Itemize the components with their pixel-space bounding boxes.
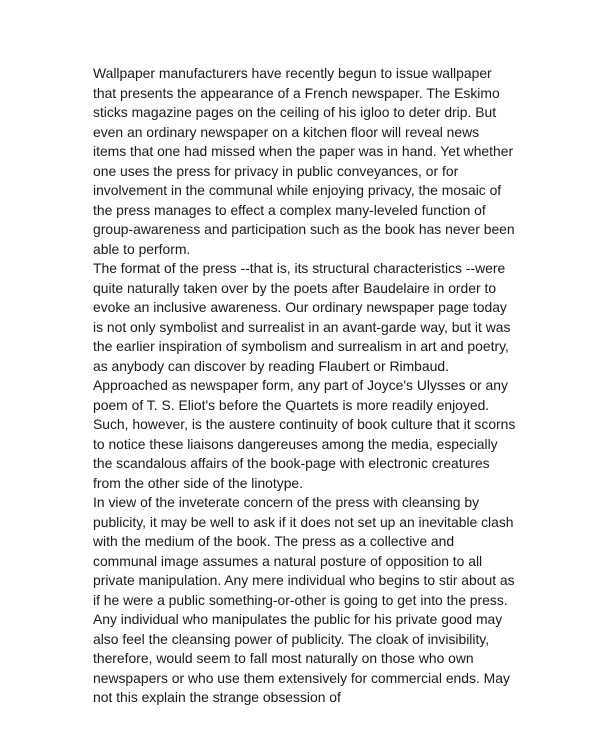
text-line: sticks magazine pages on the ceiling of his igloo to deter drip. But: [93, 104, 497, 120]
text-line: the press manages to effect a complex many-leveled function of: [93, 201, 486, 218]
text-line: the earlier inspiration of symbolism and surrealism in art and poetry,: [93, 338, 509, 354]
text-line: that presents the appearance of a French newspaper. The Eskimo: [93, 84, 500, 101]
text-line: Such, however, is the austere continuity of book culture that it scorns: [93, 416, 516, 432]
text-line: group-awareness and participation such as the book has never been: [93, 221, 515, 237]
text-line: In view of the inveterate concern of the press with cleansing by: [93, 494, 480, 510]
text-line: poem of T. S. Eliot's before the Quartets is more readily enjoyed.: [93, 396, 490, 413]
text-line: with the medium of the book. The press as a collective and: [93, 533, 455, 549]
text-line: is not only symbolist and surrealist in an avant-garde way, but it was: [93, 318, 511, 335]
paragraph-3: [93, 493, 523, 708]
text-line: items that one had missed when the paper was in hand. Yet whether: [93, 143, 514, 159]
text-line: involvement in the communal while enjoying privacy, the mosaic of: [93, 182, 502, 198]
paragraph-1: [93, 64, 523, 259]
text-line: newspapers or who use them extensively for commercial ends. May: [93, 669, 510, 686]
text-line: private manipulation. Any mere individual who begins to stir about as: [93, 572, 515, 588]
text-line: as anybody can discover by reading Flaubert or Rimbaud.: [93, 357, 449, 374]
text-line: Any individual who manipulates the public for his private good may: [93, 611, 503, 627]
text-line: The format of the press --that is, its structural characteristics --were: [93, 260, 506, 276]
text-line: one uses the press for privacy in public conveyances, or for: [93, 162, 459, 179]
text-line: from the other side of the linotype.: [93, 474, 304, 491]
text-line: able to perform.: [93, 240, 191, 257]
text-line: quite naturally taken over by the poets after Baudelaire in order to: [93, 279, 497, 296]
text-line: communal image assumes a natural posture of opposition to all: [93, 552, 483, 569]
text-line: if he were a public something-or-other is going to get into the press.: [93, 591, 508, 608]
text-line: also feel the cleansing power of publicity. The cloak of invisibility,: [93, 630, 490, 647]
text-line: evoke an inclusive awareness. Our ordinary newspaper page today: [93, 299, 507, 315]
text-line: Wallpaper manufacturers have recently begun to issue wallpaper: [93, 65, 492, 81]
text-line: to notice these liaisons dangereuses among the media, especially: [93, 435, 498, 452]
text-line: therefore, would seem to fall most naturally on those who own: [93, 650, 474, 666]
text-line: Approached as newspaper form, any part of Joyce's Ulysses or any: [93, 377, 508, 393]
text-line: the scandalous affairs of the book-page with electronic creatures: [93, 455, 490, 471]
paragraph-2: [93, 259, 523, 493]
text-line: even an ordinary newspaper on a kitchen floor will reveal news: [93, 123, 480, 140]
text-line: publicity, it may be well to ask if it does not set up an inevitable clash: [93, 513, 514, 530]
body-text: [93, 64, 523, 708]
text-line: not this explain the strange obsession of: [93, 689, 341, 705]
